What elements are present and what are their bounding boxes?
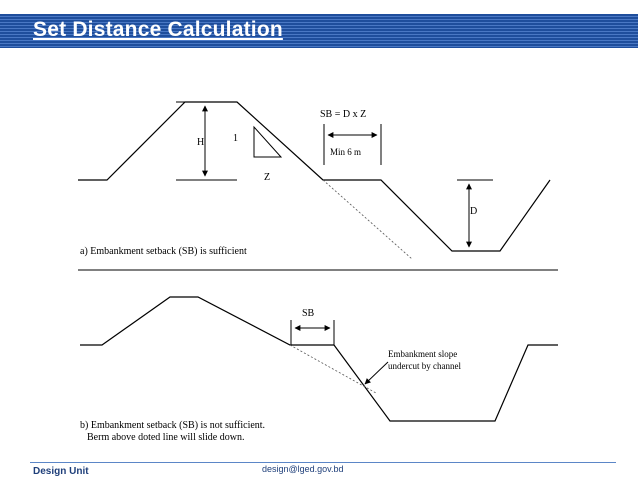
slope-triangle bbox=[254, 127, 281, 157]
caption-a: a) Embankment setback (SB) is sufficient bbox=[80, 246, 247, 257]
embankment-profile-a bbox=[78, 102, 550, 251]
diagram-a bbox=[78, 102, 550, 259]
sb-formula: SB = D x Z bbox=[320, 109, 367, 120]
sb-label-b: SB bbox=[302, 308, 315, 319]
h-label: H bbox=[197, 137, 205, 148]
undercut-note-line1: Embankment slope bbox=[388, 349, 458, 359]
diagram-b bbox=[80, 297, 558, 443]
footer-email: design@lged.gov.bd bbox=[262, 464, 344, 474]
d-label: D bbox=[470, 206, 478, 217]
undercut-pointer bbox=[365, 362, 388, 384]
min-6m-label: Min 6 m bbox=[330, 147, 362, 157]
footer-divider bbox=[30, 462, 616, 463]
embankment-profile-b bbox=[80, 297, 558, 421]
slip-line-b bbox=[290, 345, 376, 393]
footer-unit: Design Unit bbox=[33, 466, 89, 477]
slope-one-label: 1 bbox=[233, 133, 238, 144]
slip-line-a bbox=[323, 180, 412, 259]
slope-z-label: Z bbox=[264, 172, 271, 183]
slide-title: Set Distance Calculation bbox=[33, 18, 283, 41]
caption-b-line1: b) Embankment setback (SB) is not sufficient. bbox=[80, 420, 266, 431]
undercut-note-line2: undercut by channel bbox=[388, 361, 461, 371]
caption-b-line2: Berm above doted line will slide down. bbox=[87, 432, 245, 443]
